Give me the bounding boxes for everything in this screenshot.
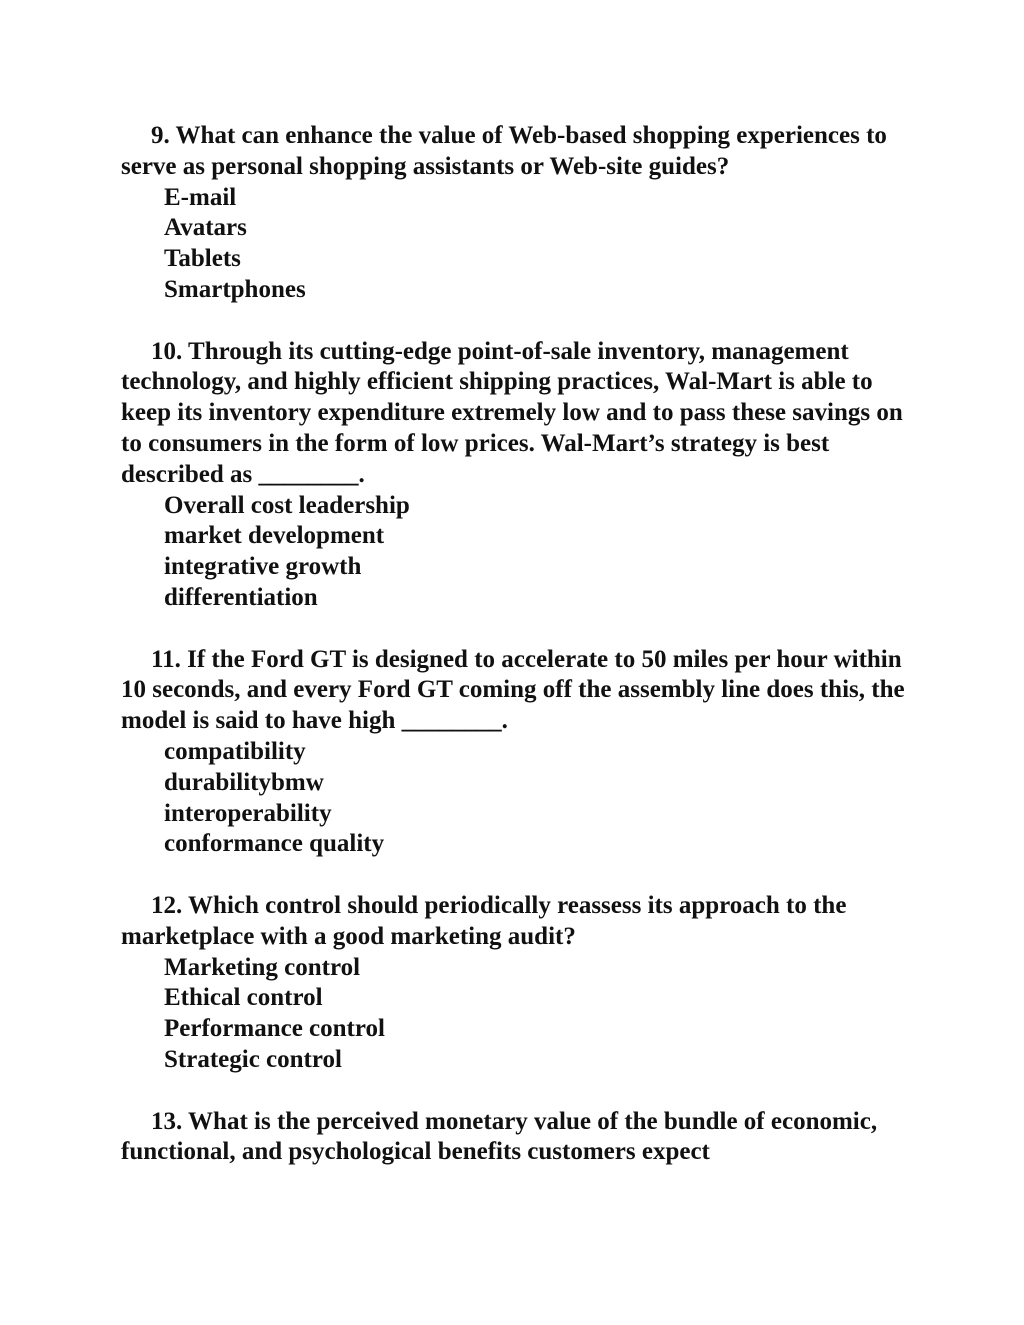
answer-option: compatibility xyxy=(164,737,306,765)
answer-option: Avatars xyxy=(164,214,247,242)
answer-option: durabilitybmw xyxy=(164,768,324,796)
question-12 xyxy=(121,891,911,1076)
answer-options xyxy=(121,737,911,860)
document-page xyxy=(121,121,911,1199)
answer-option: E-mail xyxy=(164,183,237,211)
answer-option: Smartphones xyxy=(164,275,306,303)
question-text: 11. If the Ford GT is designed to accelerate to 50 miles per hour within 10 seconds, and every Ford GT coming off the assembly line does this, the model is said to have high ________. xyxy=(121,645,905,735)
question-11 xyxy=(121,645,911,861)
answer-option: differentiation xyxy=(164,583,318,611)
question-text: 9. What can enhance the value of Web-based shopping experiences to serve as personal shopping assistants or Web-site guides? xyxy=(121,122,887,180)
answer-option: integrative growth xyxy=(164,553,362,581)
answer-option: market development xyxy=(164,522,385,550)
answer-option: conformance quality xyxy=(164,830,385,858)
question-text: 10. Through its cutting-edge point-of-sale inventory, management technology, and highly efficient shipping practices, Wal-Mart is able to keep its inventory expenditure extremely low and to pass these savings on to consumers in the form of low prices. Wal-Mart’s strategy is best described as ________. xyxy=(121,337,903,488)
answer-options xyxy=(121,491,911,614)
answer-option: interoperability xyxy=(164,799,332,827)
answer-options xyxy=(121,183,911,306)
question-text: 13. What is the perceived monetary value of the bundle of economic, functional, and psychological benefits customers expect xyxy=(121,1107,878,1166)
answer-option: Ethical control xyxy=(164,984,323,1012)
answer-option: Tablets xyxy=(164,245,241,273)
answer-option: Strategic control xyxy=(164,1045,342,1073)
question-text: 12. Which control should periodically reassess its approach to the marketplace with a good marketing audit? xyxy=(121,891,847,950)
answer-option: Marketing control xyxy=(164,953,361,981)
answer-option: Overall cost leadership xyxy=(164,491,410,519)
answer-options xyxy=(121,953,911,1076)
question-9 xyxy=(121,121,911,306)
answer-option: Performance control xyxy=(164,1015,385,1043)
question-10 xyxy=(121,337,911,614)
question-13 xyxy=(121,1107,911,1169)
